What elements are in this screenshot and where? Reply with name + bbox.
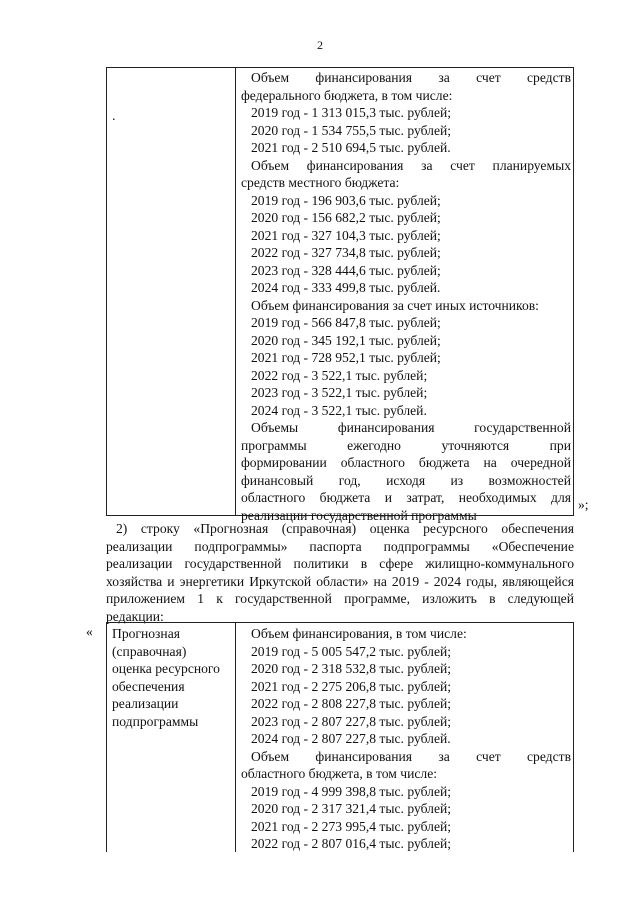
financing-details-cell — [241, 69, 571, 524]
text-line: 2020 год - 1 534 755,5 тыс. рублей; — [251, 122, 452, 138]
text-line: реализации государственной программы — [241, 507, 477, 523]
text-line: 2023 год - 3 522,1 тыс. рублей; — [251, 385, 428, 400]
text-line: 2019 год - 196 903,6 тыс. рублей; — [251, 192, 441, 208]
text-line: 2021 год - 2 273 995,4 тыс. рублей; — [251, 818, 452, 834]
text-line: областного бюджета, в том числе: — [241, 766, 438, 781]
paragraph-line: реализации подпрограммы» паспорта подпрограммы «Обеспечение — [106, 538, 574, 554]
paragraph-line: редакции: — [106, 608, 164, 624]
paragraph-line: хозяйства и энергетики Иркутской области» на 2019 - 2024 годы, являющейся — [106, 573, 574, 589]
text-line: 2020 год - 156 682,2 тыс. рублей; — [251, 210, 441, 225]
text-line: 2021 год - 2 510 694,5 тыс. рублей. — [251, 140, 451, 155]
paragraph-line: 2) строку «Прогнозная (справочная) оценка ресурсного обеспечения — [116, 521, 574, 536]
text-line: 2019 год - 566 847,8 тыс. рублей; — [251, 315, 441, 330]
paragraph-line: приложением 1 к государственной программе, изложить в следующей — [106, 591, 574, 606]
text-line: Объем финансирования, в том числе: — [251, 626, 467, 641]
text-line: 2019 год - 1 313 015,3 тыс. рублей; — [251, 105, 452, 120]
text-line: программы ежегодно уточняются при — [241, 437, 571, 453]
row-label-line: подпрограммы — [112, 713, 199, 729]
text-line: Объем финансирования за счет планируемых — [251, 157, 571, 173]
text-line: 2019 год - 4 999 398,8 тыс. рублей; — [251, 783, 452, 799]
text-line: средств местного бюджета: — [241, 175, 400, 190]
row-label-line: обеспечения — [112, 678, 185, 694]
row-label-line: оценка ресурсного — [112, 661, 220, 676]
text-line: 2022 год - 2 808 227,8 тыс. рублей; — [251, 696, 452, 711]
text-line: 2022 год - 2 807 016,4 тыс. рублей; — [251, 836, 452, 851]
text-line: финансовый год, исходя из возможностей — [241, 472, 571, 488]
row-label-cell — [112, 625, 230, 730]
text-line: 2022 год - 327 734,8 тыс. рублей; — [251, 245, 441, 260]
text-line: Объем финансирования за счет средств — [251, 748, 571, 764]
text-line: областного бюджета и затрат, необходимых для — [241, 490, 571, 505]
text-line: 2020 год - 345 192,1 тыс. рублей; — [251, 332, 441, 348]
left-column-mark: . — [112, 109, 116, 124]
row-label-line: Прогнозная — [112, 626, 180, 641]
text-line: 2019 год - 5 005 547,2 тыс. рублей; — [251, 643, 452, 659]
text-line: 2022 год - 3 522,1 тыс. рублей; — [251, 367, 428, 383]
opening-quote: « — [86, 624, 93, 639]
closing-quote: »; — [578, 497, 589, 512]
financing-table-continued — [106, 67, 574, 523]
column-divider — [235, 68, 236, 515]
text-line: 2020 год - 2 317 321,4 тыс. рублей; — [251, 801, 452, 816]
paragraph-line: реализации государственной политики в сфере жилищно-коммунального — [106, 556, 574, 571]
text-line: 2021 год - 327 104,3 тыс. рублей; — [251, 227, 441, 243]
text-line: 2021 год - 728 952,1 тыс. рублей; — [251, 350, 441, 365]
financing-details-cell — [241, 625, 571, 853]
text-line: 2021 год - 2 275 206,8 тыс. рублей; — [251, 678, 452, 694]
text-line: 2024 год - 2 807 227,8 тыс. рублей. — [251, 731, 451, 746]
text-line: 2024 год - 333 499,8 тыс. рублей. — [251, 280, 441, 295]
text-line: Объем финансирования за счет средств — [251, 70, 571, 85]
text-line: 2020 год - 2 318 532,8 тыс. рублей; — [251, 661, 452, 676]
column-divider — [235, 623, 236, 852]
text-line: Объемы финансирования государственной — [251, 420, 571, 435]
text-line: 2023 год - 328 444,6 тыс. рублей; — [251, 262, 441, 278]
amendment-paragraph — [106, 520, 574, 625]
row-label-line: (справочная) — [112, 643, 187, 659]
text-line: 2024 год - 3 522,1 тыс. рублей. — [251, 402, 427, 418]
text-line: 2023 год - 2 807 227,8 тыс. рублей; — [251, 713, 452, 729]
text-line: федерального бюджета, в том числе: — [241, 87, 453, 103]
page-number: 2 — [317, 38, 323, 52]
row-label-line: реализации — [112, 696, 179, 711]
text-line: формировании областного бюджета на очередной — [241, 455, 571, 470]
resource-estimate-table — [106, 622, 574, 852]
text-line: Объем финансирования за счет иных источников: — [251, 297, 539, 313]
